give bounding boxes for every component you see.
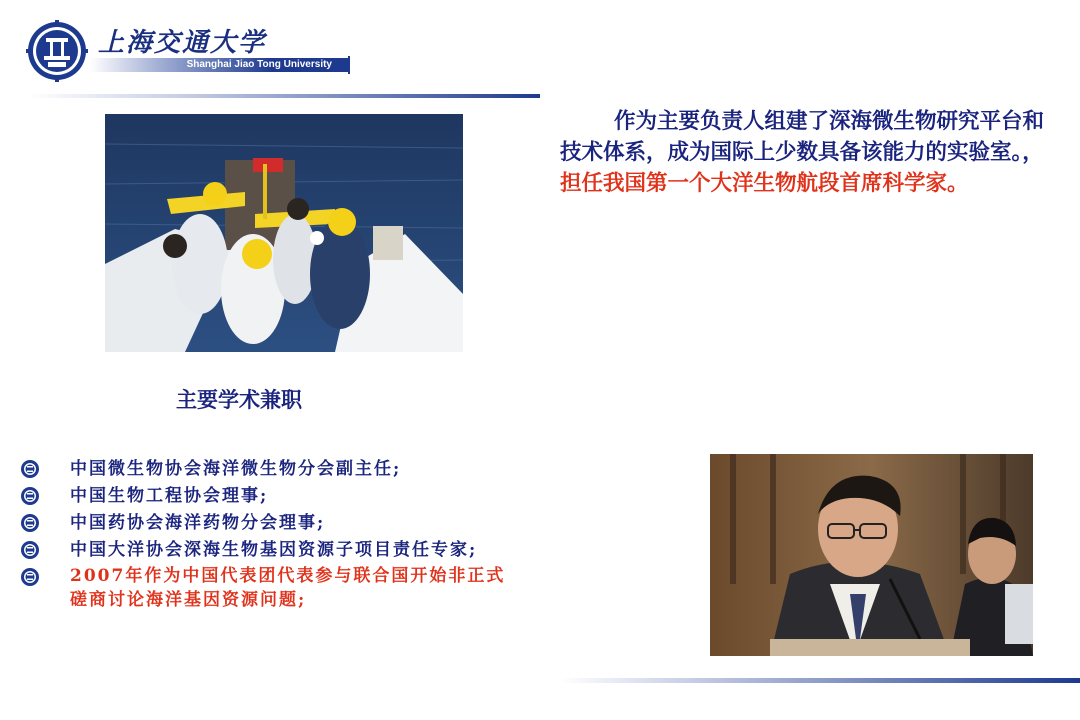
name-bar-tick — [348, 56, 350, 74]
position-text: 中国生物工程协会理事; — [70, 486, 269, 506]
position-text: 中国药协会海洋药物分会理事; — [70, 513, 326, 533]
position-text: 中国微生物协会海洋微生物分会副主任; — [70, 459, 402, 479]
research-vessel-photo — [105, 114, 463, 352]
list-item — [20, 456, 640, 483]
sjtu-emblem-bullet-icon — [20, 567, 40, 587]
intro-text: 作为主要负责人组建了深海微生物研究平台和技术体系，成为国际上少数具备该能力的实验室。， — [560, 109, 1045, 165]
university-logo — [26, 18, 356, 80]
intro-paragraph — [560, 106, 1050, 199]
list-item — [20, 537, 640, 564]
highlight-position-line2: 磋商讨论海洋基因资源问题; — [70, 590, 307, 610]
position-text: 中国大洋协会深海生物基因资源子项目责任专家; — [70, 540, 478, 560]
intro-highlight: 担任我国第一个大洋生物航段首席科学家。 — [560, 171, 969, 196]
list-item — [20, 510, 640, 537]
list-item — [20, 483, 640, 510]
university-name-cn: 上海交通大学 — [98, 28, 267, 58]
sjtu-emblem-bullet-icon — [20, 513, 40, 533]
university-seal-icon — [26, 20, 88, 82]
sjtu-emblem-bullet-icon — [20, 459, 40, 479]
section-title: 主要学术兼职 — [176, 388, 302, 412]
positions-list — [20, 456, 640, 612]
sjtu-emblem-bullet-icon — [20, 540, 40, 560]
sjtu-emblem-bullet-icon — [20, 486, 40, 506]
highlight-position-line1: 2007年作为中国代表团代表参与联合国开始非正式 — [70, 566, 506, 586]
speaker-portrait-photo — [710, 454, 1033, 656]
footer-divider — [560, 678, 1080, 683]
list-item-highlight — [20, 564, 640, 612]
university-name-bar — [90, 58, 350, 72]
university-name-en: Shanghai Jiao Tong University — [186, 59, 332, 70]
header-divider — [28, 94, 540, 98]
